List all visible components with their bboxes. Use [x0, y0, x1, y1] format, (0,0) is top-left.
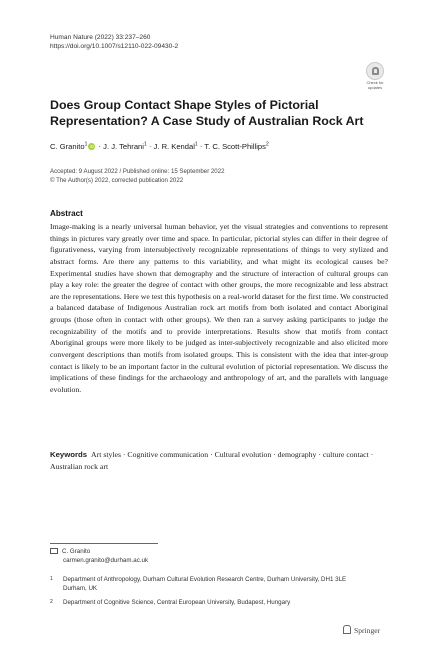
- author-name[interactable]: C. Granito$^1$: [50, 141, 88, 151]
- crossmark-label: Check for updates: [366, 80, 384, 90]
- journal-header: [50, 33, 178, 51]
- journal-doi-link[interactable]: https://doi.org/10.1007/s12110-022-09430-2: [50, 43, 179, 50]
- orcid-icon[interactable]: iD: [89, 144, 95, 150]
- keywords-list: Art styles · Cognitive communication · Cultural evolution · demography · culture contact · Australian rock art: [50, 450, 374, 471]
- copyright-line: © The Author(s) 2022, corrected publication 2022: [50, 177, 184, 184]
- abstract-heading: Abstract: [50, 209, 83, 218]
- publisher-name: Springer: [354, 626, 381, 635]
- abstract-text: Image-making is a nearly universal human behavior, yet the visual strategies and conventions to represent things in pictures vary greatly over time and space. In particular, pictorial styles can differ in their degree of figurativeness, varying from intersubjectively recognizable representations of things to very stylized and abstract forms. Are there any patterns to this variability, and what might its ecological causes be? Experimental studies have shown that demography and the structure of interaction of cultural groups can play a key role: the greater the degree of contact with other groups, the more recognizable and less abstract are the representations. Here we test this hypothesis on a real-world dataset for the first time. We constructed a balanced database of Indigenous Australian rock art motifs from both isolated and contact Aboriginal groups (those often in contact with other groups). We then ran a survey asking participants to judge the recognizability of the motifs and to provide interpretations. Results show that motifs from contact Aboriginal groups were more likely to be judged as inter-subjectively recognizable and also elicited more convergent descriptions than motifs from isolated groups. This is consistent with the idea that inter-group contact is likely to be an important factor in the cultural evolution of pictorial representation. We discuss the implications of these findings for the archaeology and anthropology of art, and the parallels with language evolution.: [50, 222, 388, 394]
- correspondence-email[interactable]: carmen.granito@durham.ac.uk: [63, 556, 149, 564]
- author-name[interactable]: T. C. Scott-Phillips$^2$: [204, 141, 269, 151]
- author-name[interactable]: J. R. Kendal$^1$: [153, 141, 198, 151]
- publication-dates: [50, 167, 224, 185]
- mail-icon: [50, 548, 58, 554]
- keywords-label: Keywords: [50, 450, 88, 459]
- footnote-divider: [50, 543, 158, 544]
- author-name[interactable]: J. J. Tehrani$^1$: [103, 141, 147, 151]
- crossmark-icon: [366, 62, 384, 80]
- affiliation-1: 1 Department of Anthropology, Durham Cultural Evolution Research Centre, Durham University, DH1 3LE Durham, UK: [50, 576, 347, 592]
- correspondence: [50, 548, 148, 566]
- publisher-logo: [343, 625, 380, 635]
- crossmark-badge[interactable]: [362, 62, 388, 90]
- author-list: C. Granito$^1$ iD · J. J. Tehrani$^1$ · J. R. Kendal$^1$ · T. C. Scott-Phillips$^2$: [50, 141, 269, 151]
- affiliation-2: 2 Department of Cognitive Science, Central European University, Budapest, Hungary: [50, 599, 291, 606]
- keywords: [50, 449, 388, 472]
- corresponding-author: C. Granito: [62, 548, 91, 555]
- accepted-date: Accepted: 9 August 2022 / Published online: 15 September 2022: [50, 168, 225, 175]
- article-title: Does Group Contact Shape Styles of Pictorial Representation? A Case Study of Australian Rock Art: [50, 98, 364, 128]
- springer-horse-icon: [343, 625, 351, 634]
- journal-citation: Human Nature (2022) 33:237–260: [50, 34, 151, 41]
